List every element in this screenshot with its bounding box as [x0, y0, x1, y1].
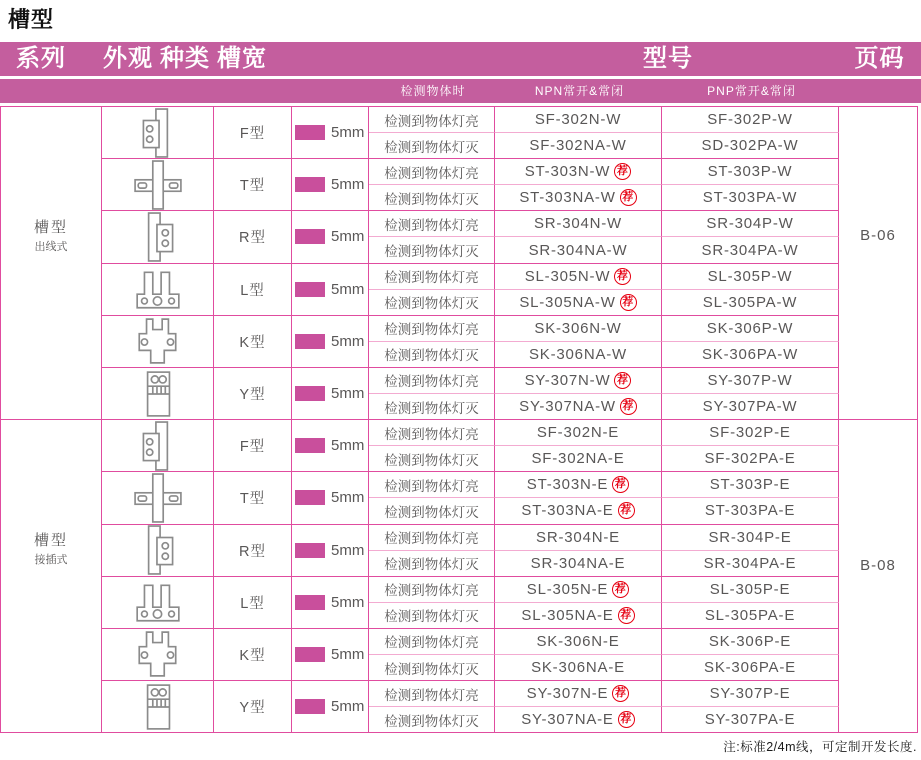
slot-width-swatch [295, 647, 325, 662]
r-type-sensor-icon [133, 212, 183, 262]
recommend-badge: 荐 [620, 294, 637, 311]
pnp-model-cell: SR-304P-E [662, 525, 839, 551]
detect-cell: 检测到物体灯灭 [369, 707, 495, 733]
npn-model-cell [495, 316, 662, 342]
slot-width-swatch [295, 595, 325, 610]
page-title: 槽型 [8, 7, 55, 32]
detect-cell: 检测到物体灯灭 [369, 551, 495, 577]
appearance-cell [102, 681, 214, 733]
slot-width-swatch [295, 543, 325, 558]
npn-model-text: SF-302NA-E [531, 450, 625, 468]
detect-cell: 检测到物体灯灭 [369, 498, 495, 524]
pnp-model-cell: ST-303PA-W [662, 185, 839, 211]
detect-cell: 检测到物体灯亮 [369, 264, 495, 290]
slot-width-value: 5mm [331, 280, 365, 298]
npn-model-text: SR-304NA-W [528, 241, 628, 259]
detect-cell: 检测到物体灯亮 [369, 316, 495, 342]
recommend-badge: 荐 [612, 685, 629, 702]
type-cell: F型 [214, 420, 292, 472]
detect-cell: 检测到物体灯亮 [369, 420, 495, 446]
appearance-cell [102, 107, 214, 159]
type-cell: R型 [214, 525, 292, 577]
npn-model-cell [495, 342, 662, 368]
slot-width-value: 5mm [331, 541, 365, 559]
slot-width-value: 5mm [331, 489, 365, 507]
npn-model-text: SL-305NA-E [521, 606, 614, 624]
pnp-model-cell: SL-305PA-W [662, 290, 839, 316]
f-type-sensor-icon [133, 421, 183, 471]
npn-model-text: SY-307N-W [524, 371, 611, 389]
slot-width-value: 5mm [331, 645, 365, 663]
pnp-model-cell: SK-306PA-E [662, 655, 839, 681]
npn-model-text: SY-307NA-W [519, 398, 616, 416]
pnp-model-cell: SF-302P-E [662, 420, 839, 446]
appearance-cell [102, 525, 214, 577]
slot-width-cell [292, 420, 369, 472]
header-kind: 种类 [160, 45, 210, 72]
header-model: 型号 [643, 45, 693, 72]
detect-cell: 检测到物体灯亮 [369, 629, 495, 655]
r-type-sensor-icon [133, 525, 183, 575]
series-cell [1, 420, 102, 733]
pnp-model-cell: ST-303P-W [662, 159, 839, 185]
detect-cell: 检测到物体灯灭 [369, 237, 495, 263]
recommend-badge: 荐 [612, 581, 629, 598]
npn-model-cell [495, 237, 662, 263]
page-number: B-08 [860, 556, 896, 574]
pnp-model-cell: SR-304PA-W [662, 237, 839, 263]
npn-model-cell [495, 420, 662, 446]
pnp-model-cell: SL-305PA-E [662, 603, 839, 629]
recommend-badge: 荐 [620, 189, 637, 206]
slot-width-cell [292, 629, 369, 681]
appearance-cell [102, 472, 214, 524]
y-type-sensor-icon [133, 682, 183, 732]
npn-model-cell [495, 290, 662, 316]
footnote: 注:标准2/4m线，可定制开发长度. [723, 740, 917, 754]
slot-width-swatch [295, 490, 325, 505]
recommend-badge: 荐 [614, 268, 631, 285]
t-type-sensor-icon [133, 160, 183, 210]
header-series: 系列 [16, 45, 66, 72]
table-body [0, 106, 918, 733]
npn-model-text: ST-303N-E [526, 476, 609, 494]
slot-width-value: 5mm [331, 124, 365, 142]
pnp-model-cell: SR-304PA-E [662, 551, 839, 577]
npn-model-text: SL-305NA-W [519, 293, 616, 311]
detect-cell: 检测到物体灯灭 [369, 185, 495, 211]
table-subheader-bar [0, 79, 921, 103]
slot-width-value: 5mm [331, 228, 365, 246]
header-trio [103, 42, 267, 76]
subheader-npn: NPN常开&常闭 [534, 84, 625, 98]
npn-model-cell [495, 498, 662, 524]
slot-width-swatch [295, 438, 325, 453]
l-type-sensor-icon [133, 577, 183, 627]
pnp-model-cell: SF-302P-W [662, 107, 839, 133]
pnp-model-cell: SY-307P-E [662, 681, 839, 707]
pnp-model-cell: SK-306P-E [662, 629, 839, 655]
npn-model-cell [495, 472, 662, 498]
type-cell: T型 [214, 472, 292, 524]
slot-width-cell [292, 368, 369, 420]
slot-width-swatch [295, 386, 325, 401]
type-cell: F型 [214, 107, 292, 159]
npn-model-text: SF-302N-E [536, 424, 620, 442]
k-type-sensor-icon [133, 629, 183, 679]
pnp-model-cell: SD-302PA-W [662, 133, 839, 159]
pnp-model-cell: SK-306P-W [662, 316, 839, 342]
appearance-cell [102, 629, 214, 681]
slot-width-swatch [295, 334, 325, 349]
npn-model-cell [495, 707, 662, 733]
slot-width-value: 5mm [331, 698, 365, 716]
appearance-cell [102, 577, 214, 629]
npn-model-text: ST-303N-W [524, 163, 611, 181]
series-label: 槽型 出线式 [33, 219, 68, 254]
t-type-sensor-icon [133, 473, 183, 523]
npn-model-cell [495, 525, 662, 551]
npn-model-text: SK-306NA-W [528, 345, 628, 363]
header-page: 页码 [854, 45, 905, 72]
l-type-sensor-icon [133, 264, 183, 314]
pnp-model-cell: SL-305P-E [662, 577, 839, 603]
npn-model-cell [495, 394, 662, 420]
slot-width-value: 5mm [331, 593, 365, 611]
npn-model-cell [495, 185, 662, 211]
type-cell: K型 [214, 629, 292, 681]
npn-model-text: SK-306N-E [536, 632, 620, 650]
page-cell [839, 107, 918, 420]
pnp-model-cell: SK-306PA-W [662, 342, 839, 368]
appearance-cell [102, 368, 214, 420]
npn-model-text: SR-304N-W [533, 215, 623, 233]
npn-model-text: SK-306N-W [534, 319, 622, 337]
slot-width-cell [292, 525, 369, 577]
detect-cell: 检测到物体灯亮 [369, 159, 495, 185]
npn-model-text: SR-304NA-E [530, 554, 626, 572]
npn-model-text: SL-305N-W [524, 267, 611, 285]
detect-cell: 检测到物体灯亮 [369, 577, 495, 603]
subheader-detect: 检测物体时 [400, 84, 466, 98]
slot-width-value: 5mm [331, 437, 365, 455]
npn-model-text: SL-305N-E [526, 580, 609, 598]
detect-cell: 检测到物体灯亮 [369, 368, 495, 394]
appearance-cell [102, 420, 214, 472]
npn-model-text: ST-303NA-E [521, 502, 614, 520]
npn-model-cell [495, 446, 662, 472]
appearance-cell [102, 211, 214, 263]
slot-width-swatch [295, 282, 325, 297]
npn-model-text: ST-303NA-W [519, 189, 616, 207]
section-outlet-wire [0, 106, 918, 420]
slot-width-cell [292, 159, 369, 211]
recommend-badge: 荐 [614, 372, 631, 389]
pnp-model-cell: SL-305P-W [662, 264, 839, 290]
header-slot-width: 槽宽 [217, 45, 267, 72]
slot-width-value: 5mm [331, 176, 365, 194]
npn-model-text: SF-302NA-W [529, 137, 627, 155]
npn-model-cell [495, 264, 662, 290]
f-type-sensor-icon [133, 108, 183, 158]
type-cell: T型 [214, 159, 292, 211]
k-type-sensor-icon [133, 316, 183, 366]
npn-model-text: SF-302N-W [534, 111, 622, 129]
pnp-model-cell: SY-307PA-W [662, 394, 839, 420]
slot-width-value: 5mm [331, 332, 365, 350]
appearance-cell [102, 316, 214, 368]
slot-width-swatch [295, 125, 325, 140]
slot-width-cell [292, 316, 369, 368]
npn-model-cell [495, 629, 662, 655]
subheader-pnp: PNP常开&常闭 [707, 84, 796, 98]
pnp-model-cell: ST-303P-E [662, 472, 839, 498]
detect-cell: 检测到物体灯灭 [369, 133, 495, 159]
detect-cell: 检测到物体灯亮 [369, 107, 495, 133]
recommend-badge: 荐 [618, 502, 635, 519]
slot-width-cell [292, 264, 369, 316]
npn-model-cell [495, 551, 662, 577]
detect-cell: 检测到物体灯亮 [369, 525, 495, 551]
detect-cell: 检测到物体灯灭 [369, 446, 495, 472]
slot-width-swatch [295, 177, 325, 192]
npn-model-cell [495, 655, 662, 681]
npn-model-cell [495, 368, 662, 394]
npn-model-text: SY-307N-E [526, 685, 609, 703]
npn-model-cell [495, 159, 662, 185]
npn-model-cell [495, 211, 662, 237]
section-connector [0, 420, 918, 733]
npn-model-cell [495, 133, 662, 159]
type-cell: K型 [214, 316, 292, 368]
slot-width-cell [292, 577, 369, 629]
detect-cell: 检测到物体灯灭 [369, 655, 495, 681]
slot-width-swatch [295, 699, 325, 714]
page-cell [839, 420, 918, 733]
slot-width-cell [292, 472, 369, 524]
slot-width-swatch [295, 229, 325, 244]
detect-cell: 检测到物体灯灭 [369, 603, 495, 629]
series-cell [1, 107, 102, 420]
header-appearance: 外观 [103, 45, 153, 72]
slot-width-value: 5mm [331, 385, 365, 403]
detect-cell: 检测到物体灯灭 [369, 342, 495, 368]
recommend-badge: 荐 [612, 476, 629, 493]
slot-width-cell [292, 681, 369, 733]
pnp-model-cell: ST-303PA-E [662, 498, 839, 524]
recommend-badge: 荐 [614, 163, 631, 180]
detect-cell: 检测到物体灯亮 [369, 211, 495, 237]
pnp-model-cell: SF-302PA-E [662, 446, 839, 472]
type-cell: L型 [214, 264, 292, 316]
type-cell: Y型 [214, 681, 292, 733]
y-type-sensor-icon [133, 369, 183, 419]
recommend-badge: 荐 [620, 398, 637, 415]
npn-model-cell [495, 603, 662, 629]
recommend-badge: 荐 [618, 607, 635, 624]
pnp-model-cell: SY-307PA-E [662, 707, 839, 733]
type-cell: Y型 [214, 368, 292, 420]
appearance-cell [102, 159, 214, 211]
detect-cell: 检测到物体灯灭 [369, 290, 495, 316]
table-header-bar [0, 42, 921, 76]
pnp-model-cell: SR-304P-W [662, 211, 839, 237]
npn-model-text: SY-307NA-E [521, 711, 614, 729]
npn-model-text: SK-306NA-E [531, 659, 625, 677]
npn-model-text: SR-304N-E [536, 528, 620, 546]
series-label: 槽型 接插式 [33, 532, 68, 567]
npn-model-cell [495, 681, 662, 707]
pnp-model-cell: SY-307P-W [662, 368, 839, 394]
npn-model-cell [495, 107, 662, 133]
detect-cell: 检测到物体灯亮 [369, 472, 495, 498]
appearance-cell [102, 264, 214, 316]
page-number: B-06 [860, 226, 896, 244]
npn-model-cell [495, 577, 662, 603]
type-cell: R型 [214, 211, 292, 263]
detect-cell: 检测到物体灯灭 [369, 394, 495, 420]
slot-width-cell [292, 211, 369, 263]
detect-cell: 检测到物体灯亮 [369, 681, 495, 707]
type-cell: L型 [214, 577, 292, 629]
slot-width-cell [292, 107, 369, 159]
recommend-badge: 荐 [618, 711, 635, 728]
